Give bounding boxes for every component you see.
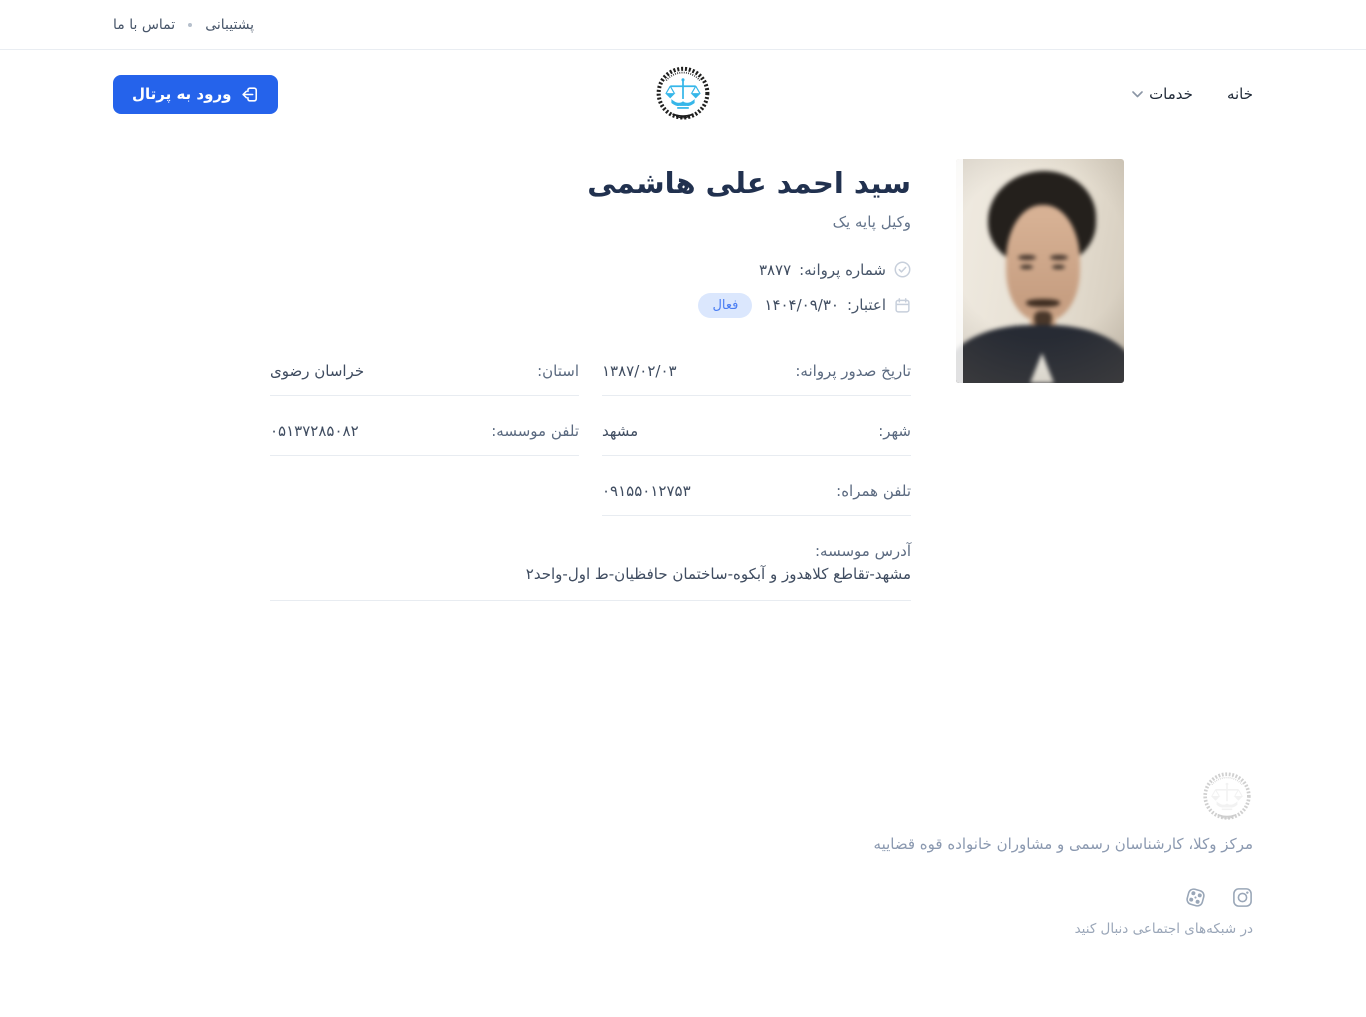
- portal-login-button[interactable]: [113, 75, 278, 114]
- profile-photo: [956, 159, 1124, 383]
- instagram-icon[interactable]: [1232, 887, 1253, 908]
- field-label: تاریخ صدور پروانه:: [795, 361, 911, 380]
- field-empty: [270, 482, 579, 516]
- field-issue-date: [602, 362, 911, 396]
- portal-login-label: ورود به پرتال: [132, 85, 232, 103]
- field-mobile-phone: [602, 482, 911, 516]
- field-office-phone: [270, 422, 579, 456]
- portrait-illustration: [956, 159, 1124, 383]
- footer-emblem-watermark-icon: [1201, 769, 1253, 821]
- topbar: [0, 0, 1366, 50]
- status-badge: فعال: [698, 293, 752, 318]
- main-nav: [1132, 85, 1253, 103]
- field-value: مشهد: [602, 421, 639, 440]
- field-province: [270, 362, 579, 396]
- field-label: تلفن موسسه:: [491, 421, 579, 440]
- nav-home[interactable]: خانه: [1226, 85, 1253, 103]
- header: [0, 50, 1366, 138]
- nav-services[interactable]: [1132, 85, 1193, 103]
- validity-date: ۱۴۰۴/۰۹/۳۰: [764, 296, 839, 315]
- follow-social-text: در شبکه‌های اجتماعی دنبال کنید: [1074, 920, 1253, 937]
- site-logo[interactable]: [654, 63, 712, 125]
- license-number-value: ۳۸۷۷: [758, 260, 792, 279]
- social-links: [1185, 887, 1253, 908]
- chevron-down-icon: [1132, 91, 1143, 98]
- field-value: ۱۳۸۷/۰۲/۰۳: [602, 361, 677, 380]
- field-city: [602, 422, 911, 456]
- footer: [0, 769, 1253, 1017]
- lawyer-name: سید احمد علی هاشمی: [587, 166, 911, 200]
- license-number-row: [759, 261, 911, 279]
- details-grid: [270, 362, 911, 542]
- address-label: آدرس موسسه:: [815, 541, 911, 560]
- login-icon: [240, 85, 259, 104]
- lawyer-profile: [270, 159, 1124, 601]
- field-value: ۰۹۱۵۵۰۱۲۷۵۳: [602, 481, 691, 500]
- dot-separator: [188, 23, 192, 27]
- justice-scales-emblem-icon: [654, 63, 712, 121]
- organization-name: مرکز وکلا، کارشناسان رسمی و مشاوران خانواده قوه قضاییه: [873, 834, 1253, 853]
- validity-label: اعتبار:: [846, 296, 886, 315]
- field-label: شهر:: [878, 421, 911, 440]
- check-circle-icon: [894, 261, 911, 278]
- topbar-links: [113, 17, 254, 33]
- field-value: خراسان رضوی: [270, 361, 365, 380]
- license-number-label: شماره پروانه:: [799, 260, 886, 279]
- address-value: مشهد-تقاطع کلاهدوز و آبکوه-ساختمان حافظیان-ط اول-واحد۲: [525, 564, 911, 583]
- field-office-address: [270, 542, 911, 601]
- calendar-icon: [894, 297, 911, 314]
- field-label: تلفن همراه:: [836, 481, 911, 500]
- validity-row: [698, 293, 911, 318]
- contact-us-link[interactable]: تماس با ما: [113, 16, 176, 33]
- support-link[interactable]: پشتیبانی: [205, 16, 255, 33]
- lawyer-grade: وکیل پایه یک: [832, 212, 911, 231]
- field-value: ۰۵۱۳۷۲۸۵۰۸۲: [270, 421, 359, 440]
- nav-services-label: خدمات: [1149, 85, 1193, 103]
- aparat-icon[interactable]: [1185, 887, 1206, 908]
- field-label: استان:: [537, 361, 579, 380]
